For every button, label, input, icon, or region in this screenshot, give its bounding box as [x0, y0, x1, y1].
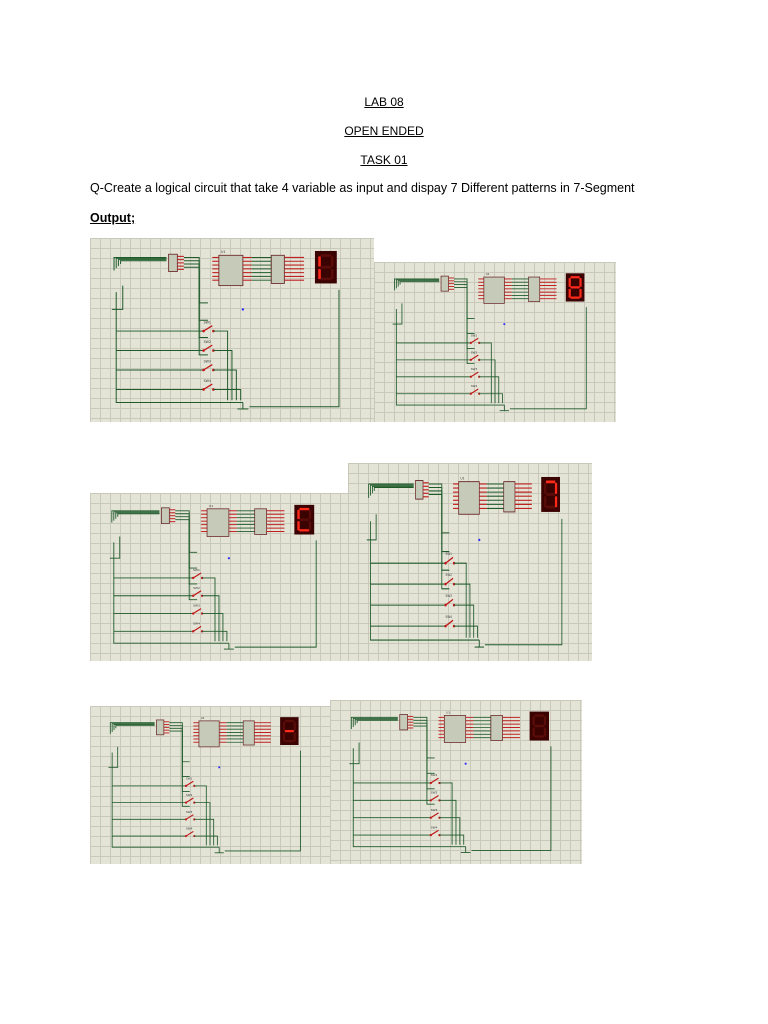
- segment-c: [294, 732, 296, 741]
- segment-f: [533, 716, 535, 725]
- svg-text:SW3: SW3: [193, 603, 200, 608]
- subtitle: OPEN ENDED: [344, 124, 424, 138]
- svg-text:SW1: SW1: [203, 320, 211, 325]
- svg-text:SW2: SW2: [445, 572, 452, 578]
- segment-c: [555, 496, 557, 507]
- circuit-screenshot-1: [90, 238, 374, 422]
- segment-e: [318, 269, 321, 279]
- segment-b: [309, 510, 311, 519]
- segment-f: [283, 722, 285, 731]
- segment-a: [320, 254, 331, 257]
- segment-a: [285, 720, 294, 722]
- segment-g: [546, 493, 555, 496]
- segment-d: [320, 278, 331, 281]
- segment-d: [534, 735, 544, 737]
- circuit-schematic: [348, 463, 592, 661]
- segment-d: [570, 296, 579, 298]
- segment-c: [309, 521, 311, 530]
- segment-c: [544, 728, 546, 737]
- segment-a: [534, 714, 544, 716]
- svg-text:SW4: SW4: [193, 621, 200, 626]
- segment-b: [579, 278, 581, 287]
- svg-text:SW3: SW3: [445, 593, 452, 599]
- segment-c: [579, 289, 581, 298]
- svg-text:U1: U1: [209, 503, 214, 508]
- circuit-screenshot-5: [90, 706, 330, 864]
- segment-f: [297, 510, 299, 519]
- svg-text:SW1: SW1: [445, 551, 452, 557]
- svg-text:SW4: SW4: [185, 826, 193, 831]
- task-title: TASK 01: [360, 153, 408, 167]
- question-text: Q-Create a logical circuit that take 4 variable as input and dispay 7 Different patterns in 7-Segment: [90, 181, 635, 195]
- svg-text:SW1: SW1: [185, 776, 193, 781]
- segment-e: [533, 728, 535, 737]
- circuit-schematic: [90, 493, 348, 661]
- lab-title: LAB 08: [364, 95, 404, 109]
- svg-text:SW4: SW4: [203, 378, 211, 383]
- segment-e: [544, 496, 546, 507]
- svg-text:SW3: SW3: [203, 359, 211, 364]
- svg-text:U1: U1: [200, 715, 205, 721]
- segment-b: [294, 722, 296, 731]
- svg-text:SW3: SW3: [185, 809, 193, 814]
- svg-text:SW2: SW2: [185, 793, 193, 798]
- segment-f: [544, 483, 546, 494]
- segment-g: [534, 725, 544, 727]
- segment-a: [570, 276, 579, 278]
- circuit-schematic: [90, 706, 330, 864]
- svg-text:SW3: SW3: [430, 807, 438, 812]
- svg-text:U1: U1: [485, 272, 490, 277]
- segment-d: [299, 529, 309, 531]
- segment-d: [285, 740, 294, 742]
- output-label: Output;: [90, 211, 136, 225]
- segment-g: [570, 286, 579, 288]
- circuit-schematic: [90, 238, 374, 422]
- segment-e: [569, 289, 571, 298]
- segment-a: [299, 508, 309, 510]
- segment-c: [331, 269, 334, 279]
- svg-text:SW1: SW1: [193, 568, 200, 573]
- svg-text:SW2: SW2: [470, 350, 478, 355]
- svg-text:SW1: SW1: [430, 773, 438, 778]
- svg-text:U1: U1: [221, 250, 226, 255]
- segment-e: [283, 732, 285, 741]
- circuit-schematic: [374, 262, 616, 422]
- segment-b: [544, 716, 546, 725]
- circuit-screenshot-4: [348, 463, 592, 661]
- segment-b: [331, 256, 334, 266]
- segment-d: [546, 506, 555, 509]
- circuit-schematic: [330, 700, 582, 864]
- segment-b: [555, 483, 557, 494]
- svg-text:SW2: SW2: [193, 585, 200, 590]
- circuit-screenshot-3: [90, 493, 348, 661]
- segment-g: [320, 266, 331, 269]
- svg-text:SW1: SW1: [470, 333, 478, 338]
- segment-e: [297, 521, 299, 530]
- segment-f: [318, 256, 321, 266]
- segment-g: [299, 518, 309, 520]
- circuit-screenshot-6: [330, 700, 582, 864]
- svg-text:U1: U1: [460, 476, 465, 481]
- svg-text:SW4: SW4: [470, 384, 478, 389]
- circuit-screenshot-2: [374, 262, 616, 422]
- svg-text:SW4: SW4: [445, 614, 452, 620]
- svg-text:SW2: SW2: [430, 790, 438, 795]
- segment-a: [546, 480, 555, 483]
- segment-f: [569, 278, 571, 287]
- segment-g: [285, 730, 294, 732]
- svg-text:SW4: SW4: [430, 825, 438, 830]
- svg-text:U1: U1: [446, 710, 451, 715]
- svg-text:SW3: SW3: [470, 367, 478, 372]
- svg-text:SW2: SW2: [203, 339, 211, 344]
